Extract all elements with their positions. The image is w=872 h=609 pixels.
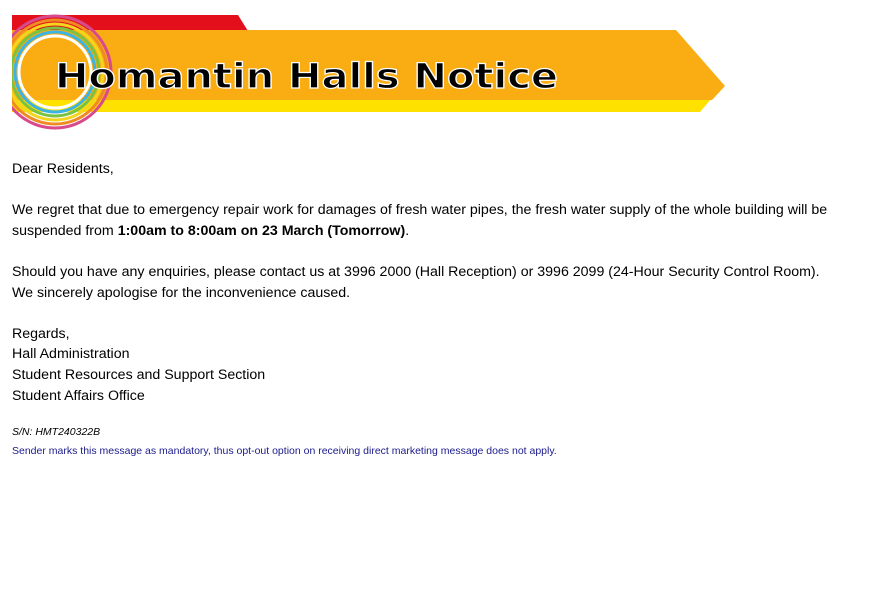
apology-line: We sincerely apologise for the inconvenience caused. xyxy=(12,284,351,301)
suspension-text: We regret that due to emergency repair work for damages of fresh water pipes, the fresh water supply of the whole building will be suspended from xyxy=(12,202,828,239)
signature-line: Hall Administration xyxy=(12,346,130,363)
marketing-disclaimer: Sender marks this message as mandatory, thus opt-out option on receiving direct marketing message does not apply. xyxy=(12,445,557,457)
signature-line: Student Resources and Support Section xyxy=(12,366,266,383)
closing: Regards, xyxy=(12,325,70,342)
banner-title: Homantin Halls Notice xyxy=(55,57,558,97)
suspension-time: 1:00am to 8:00am on 23 March (Tomorrow) xyxy=(117,222,406,239)
enquiries-line: Should you have any enquiries, please contact us at 3996 2000 (Hall Reception) or 3996 2099 (24-Hour Security Control Room). xyxy=(12,263,820,280)
letter-body xyxy=(12,159,862,406)
notice-banner xyxy=(0,0,740,140)
greeting: Dear Residents, xyxy=(12,161,114,177)
signature-block xyxy=(12,324,862,406)
paragraph-enquiries xyxy=(12,262,862,303)
period: . xyxy=(405,222,410,239)
serial-number: S/N: HMT240322B xyxy=(12,426,101,438)
banner-yellow-stripe xyxy=(12,98,712,112)
paragraph-suspension xyxy=(12,200,862,241)
signature-line: Student Affairs Office xyxy=(12,387,145,404)
